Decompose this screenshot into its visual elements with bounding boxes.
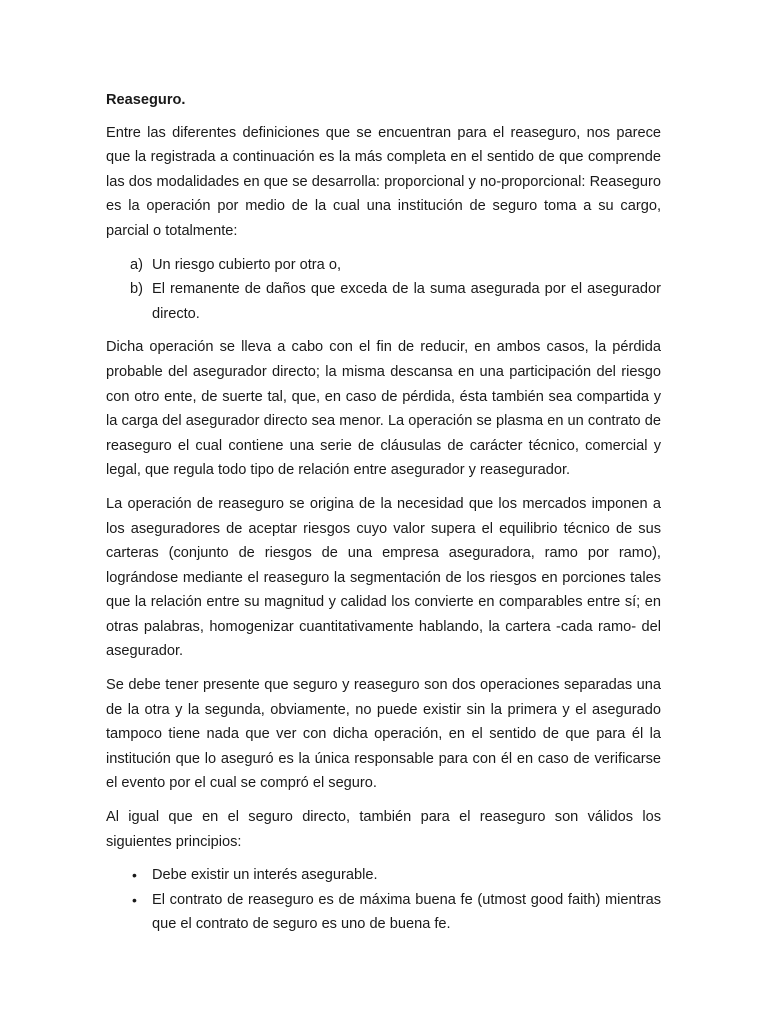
list-item-text: El remanente de daños que exceda de la suma asegurada por el asegurador directo. — [152, 281, 661, 322]
list-item-text: El contrato de reaseguro es de máxima buena fe (utmost good faith) mientras que el contrato de seguro es uno de buena fe. — [152, 891, 661, 933]
bullet-list — [106, 863, 661, 937]
list-item — [106, 277, 661, 326]
paragraph-separation: Se debe tener presente que seguro y reaseguro son dos operaciones separadas una de la otra y la segunda, obviamente, no puede existir sin la primera y el asegurado tampoco tiene nada que ver con dicha operación, en el sentido de que para él la institución que lo aseguró es la única responsable para con él en caso de verificarse el evento por el cual se compró el seguro. — [106, 677, 661, 792]
list-item-text: Debe existir un interés asegurable. — [152, 867, 378, 884]
ordered-list — [106, 253, 661, 327]
list-marker: b) — [130, 281, 143, 298]
paragraph-operation: Dicha operación se lleva a cabo con el fin de reducir, en ambos casos, la pérdida probable del asegurador directo; la misma descansa en una participación del riesgo con otro ente, de suerte tal, que, en caso de pérdida, ésta también sea compartida y la carga del asegurador directo sea menor. La operación se plasma en un contrato de reaseguro el cual contiene una serie de cláusulas de carácter técnico, comercial y legal, que regula todo tipo de relación entre asegurador y reasegurador. — [106, 339, 661, 479]
paragraph-principles: Al igual que en el seguro directo, también para el reaseguro son válidos los siguientes principios: — [106, 809, 661, 850]
document-title: Reaseguro. — [106, 92, 186, 108]
bullet-icon: • — [132, 867, 137, 884]
list-item — [106, 863, 661, 888]
bullet-icon: • — [132, 891, 137, 908]
paragraph-definition: Entre las diferentes definiciones que se encuentran para el reaseguro, nos parece que la registrada a continuación es la más completa en el sentido de que comprende las dos modalidades en que se desarrolla: proporcional y no-proporcional: Reaseguro es la operación por medio de la cual una institución de seguro toma a su cargo, parcial o totalmente: — [106, 124, 661, 239]
list-item — [106, 253, 661, 278]
paragraph-origin: La operación de reaseguro se origina de la necesidad que los mercados imponen a los aseguradores de aceptar riesgos cuyo valor supera el equilibrio técnico de sus carteras (conjunto de riesgos de una empresa aseguradora, ramo por ramo), lográndose mediante el reaseguro la segmentación de los riesgos en porciones tales que la relación entre su magnitud y calidad los convierte en comparables entre sí; en otras palabras, homogenizar cuantitativamente hablando, la cartera -cada ramo- del asegurador. — [106, 495, 661, 660]
list-marker: a) — [130, 256, 143, 273]
document-page — [106, 88, 661, 946]
list-item-text: Un riesgo cubierto por otra o, — [152, 256, 342, 273]
list-item — [106, 888, 661, 937]
